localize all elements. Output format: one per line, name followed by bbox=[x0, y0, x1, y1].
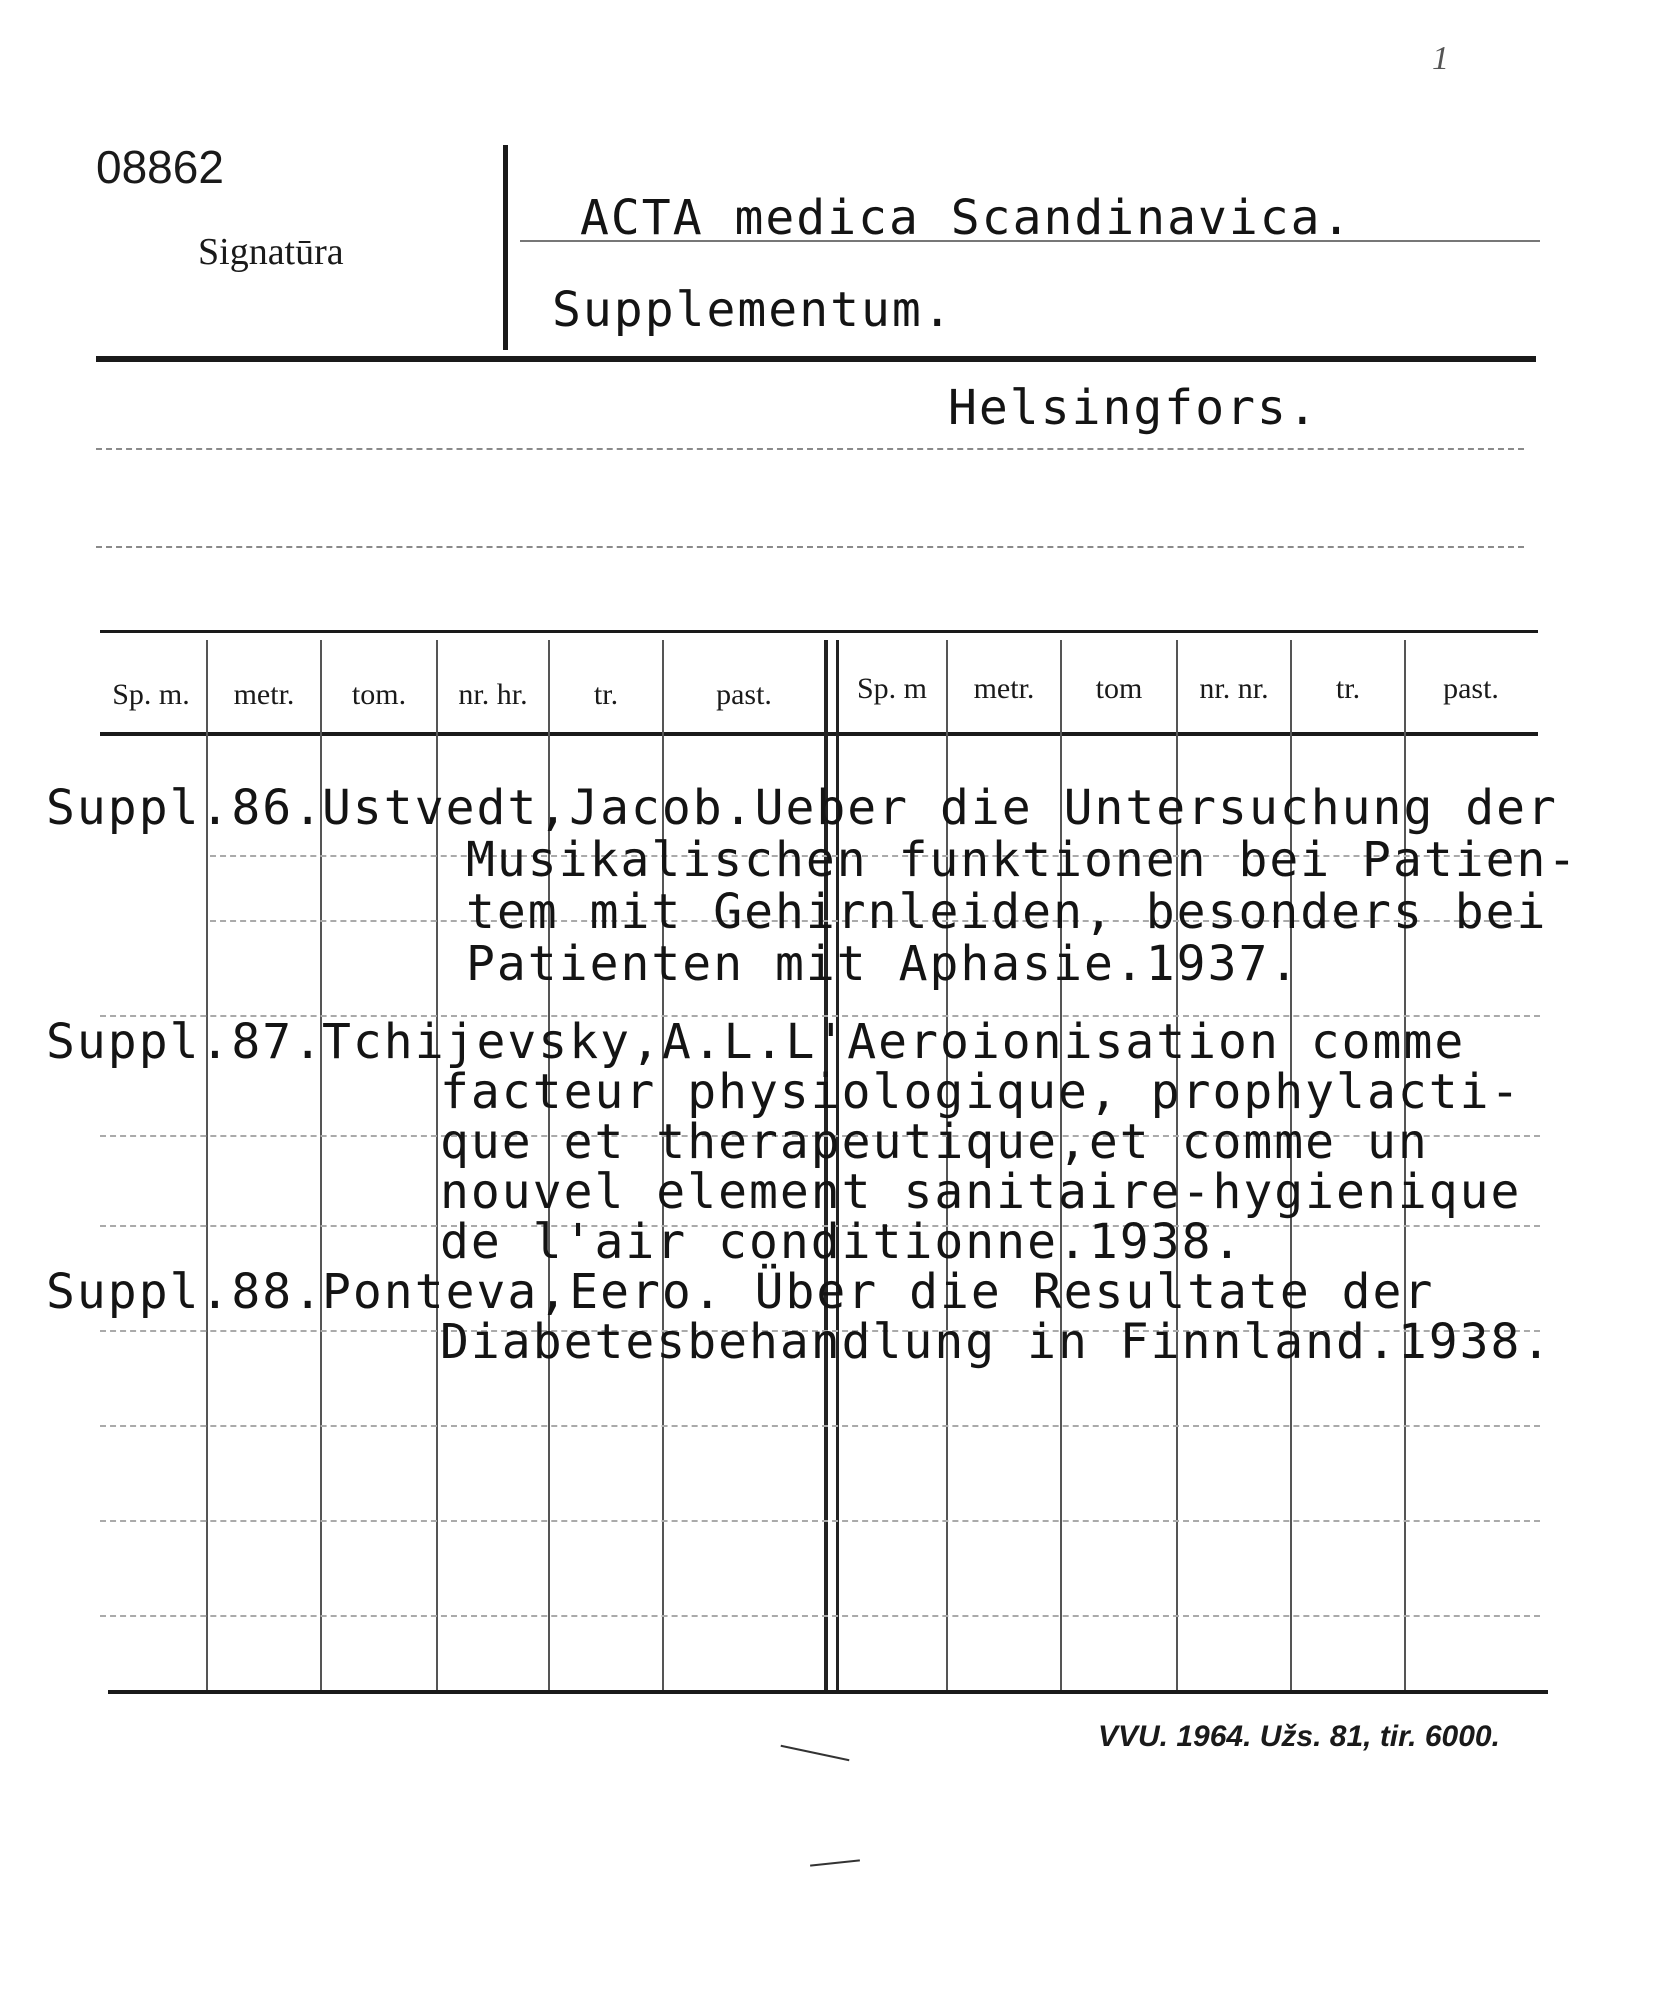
header-metr-right: metr. bbox=[973, 672, 1035, 705]
signature-label: Signatūra bbox=[198, 231, 344, 273]
entry-87-number: Suppl.87. bbox=[46, 1014, 325, 1070]
blank-line-2 bbox=[96, 546, 1524, 548]
top-corner-mark: 1 bbox=[1432, 40, 1449, 77]
row-line-7 bbox=[100, 1425, 1540, 1427]
header-nr-left: nr. hr. bbox=[458, 678, 528, 711]
card-title: ACTA medica Scandinavica. bbox=[580, 190, 1353, 246]
entry-86-line-3: tem mit Gehirnleiden, besonders bei bbox=[466, 884, 1548, 940]
pencil-scratch-2 bbox=[810, 1859, 860, 1866]
pencil-scratch-1 bbox=[781, 1745, 850, 1762]
entry-87-line-2: facteur physiologique, prophylacti- bbox=[440, 1064, 1522, 1120]
table-header-rule bbox=[100, 732, 1538, 736]
header-nr-right: nr. nr. bbox=[1199, 672, 1269, 705]
entry-86-line-1: Ustvedt,Jacob.Ueber die Untersuchung der bbox=[322, 780, 1558, 836]
entry-87-line-1: Tchijevsky,A.L.L'Aeroionisation comme bbox=[322, 1014, 1466, 1070]
entry-86-line-2: Musikalischen funktionen bei Patien- bbox=[466, 832, 1579, 888]
header-tr-right: tr. bbox=[1335, 672, 1361, 705]
blank-line-1 bbox=[96, 448, 1524, 450]
header-rule bbox=[96, 356, 1536, 362]
header-sp-m-right: Sp. m bbox=[856, 672, 928, 705]
entry-86-line-4: Patienten mit Aphasie.1937. bbox=[466, 936, 1301, 992]
header-sp-m-left: Sp. m. bbox=[112, 678, 190, 711]
header-divider bbox=[503, 145, 508, 350]
entry-88-line-2: Diabetesbehandlung in Finnland.1938. bbox=[440, 1314, 1553, 1370]
row-line-9 bbox=[100, 1615, 1540, 1617]
table-top-rule bbox=[100, 630, 1538, 633]
entry-88-number: Suppl.88. bbox=[46, 1264, 325, 1320]
entry-87-line-5: de l'air conditionne.1938. bbox=[440, 1214, 1244, 1270]
card-subtitle: Supplementum. bbox=[552, 282, 954, 338]
title-underline bbox=[520, 240, 1540, 242]
entry-86-number: Suppl.86. bbox=[46, 780, 325, 836]
header-tom-right: tom bbox=[1095, 672, 1143, 705]
header-tom-left: tom. bbox=[351, 678, 407, 711]
signature-number: 08862 bbox=[96, 141, 224, 193]
header-metr-left: metr. bbox=[233, 678, 295, 711]
table-bottom-rule bbox=[108, 1690, 1548, 1694]
entry-87-line-4: nouvel element sanitaire-hygienique bbox=[440, 1164, 1522, 1220]
row-line-8 bbox=[100, 1520, 1540, 1522]
print-note: VVU. 1964. Užs. 81, tir. 6000. bbox=[1098, 1720, 1500, 1753]
entry-87-line-3: que et therapeutique,et comme un bbox=[440, 1114, 1429, 1170]
entry-88-line-1: Ponteva,Eero. Über die Resultate der bbox=[322, 1264, 1435, 1320]
header-past-right: past. bbox=[1443, 672, 1499, 705]
header-past-left: past. bbox=[716, 678, 772, 711]
place-of-publication: Helsingfors. bbox=[948, 380, 1319, 436]
header-tr-left: tr. bbox=[593, 678, 619, 711]
